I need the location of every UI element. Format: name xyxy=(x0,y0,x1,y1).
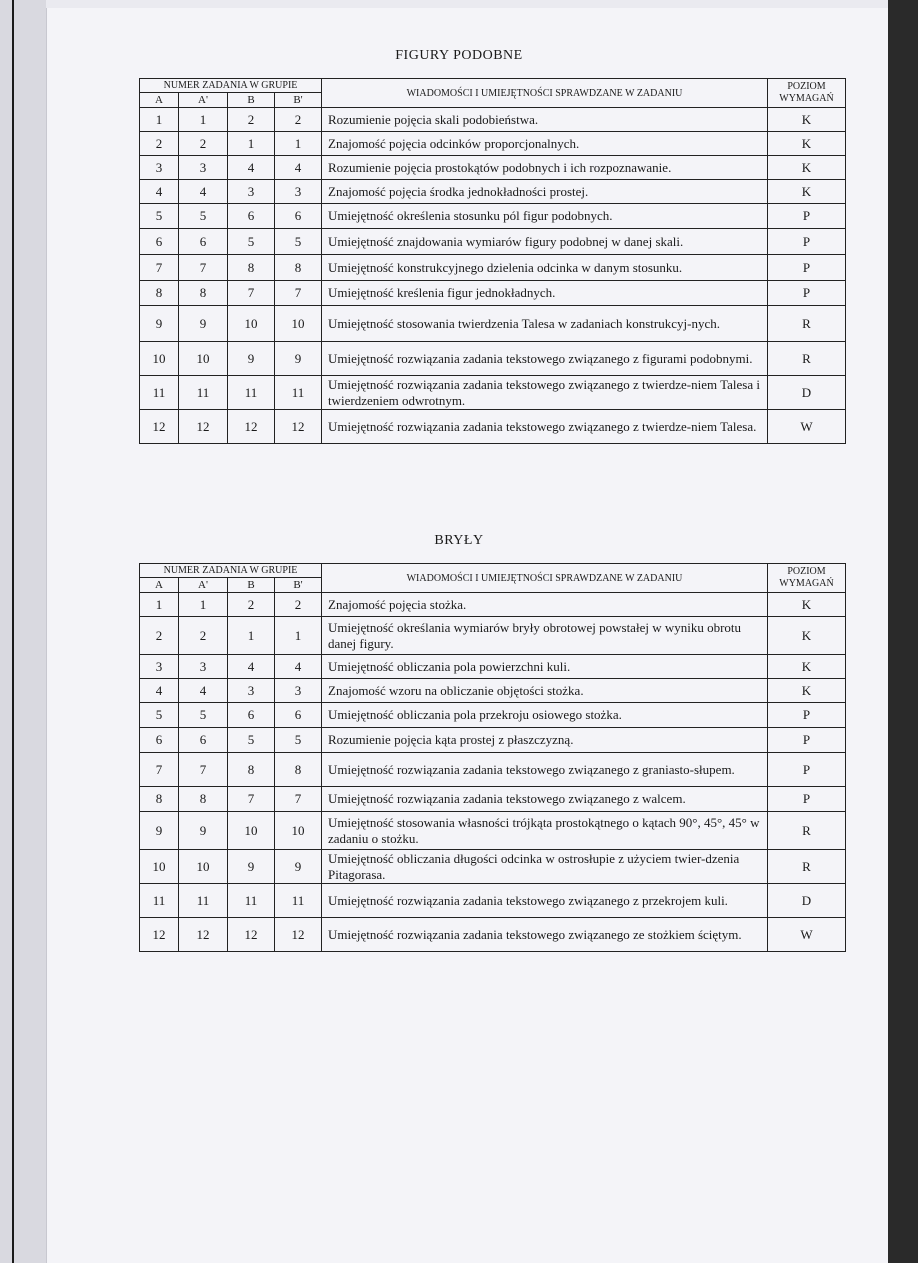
cell-group-b: 11 xyxy=(228,376,275,410)
cell-group-a: 3 xyxy=(140,655,179,679)
section-title-figury: FIGURY PODOBNE xyxy=(395,48,523,63)
cell-group-a: 1 xyxy=(140,108,179,132)
cell-description: Umiejętność obliczania długości odcinka w ostrosłupie z użyciem twier-dzenia Pitagorasa. xyxy=(322,850,768,884)
cell-group-a1: 4 xyxy=(179,679,228,703)
cell-group-b: 7 xyxy=(228,787,275,812)
cell-level: K xyxy=(768,108,846,132)
cell-description: Umiejętność rozwiązania zadania tekstowego związanego z figurami podobnymi. xyxy=(322,342,768,376)
table-row xyxy=(140,108,846,132)
table-figury-podobne xyxy=(139,78,846,444)
cell-group-a1: 2 xyxy=(179,617,228,655)
cell-group-a1: 5 xyxy=(179,703,228,728)
cell-group-a: 12 xyxy=(140,410,179,444)
cell-description: Umiejętność obliczania pola przekroju osiowego stożka. xyxy=(322,703,768,728)
cell-level: K xyxy=(768,156,846,180)
cell-group-b1: 5 xyxy=(275,229,322,255)
table-row xyxy=(140,132,846,156)
cell-group-a1: 11 xyxy=(179,884,228,918)
cell-group-b: 11 xyxy=(228,884,275,918)
cell-group-a1: 9 xyxy=(179,306,228,342)
cell-level: K xyxy=(768,180,846,204)
cell-group-b1: 7 xyxy=(275,787,322,812)
cell-level: K xyxy=(768,655,846,679)
cell-level: R xyxy=(768,812,846,850)
cell-group-b: 8 xyxy=(228,753,275,787)
cell-description: Umiejętność konstrukcyjnego dzielenia odcinka w danym stosunku. xyxy=(322,255,768,281)
cell-level: W xyxy=(768,918,846,952)
cell-level: K xyxy=(768,617,846,655)
cell-group-a1: 10 xyxy=(179,850,228,884)
cell-group-a1: 4 xyxy=(179,180,228,204)
cell-group-b1: 6 xyxy=(275,204,322,229)
header-level-line1: POZIOM xyxy=(787,565,826,577)
cell-group-a: 5 xyxy=(140,703,179,728)
cell-group-b1: 10 xyxy=(275,306,322,342)
cell-group-a: 7 xyxy=(140,753,179,787)
cell-level: P xyxy=(768,787,846,812)
cell-group-b: 10 xyxy=(228,812,275,850)
cell-group-b: 12 xyxy=(228,410,275,444)
cell-group-a1: 8 xyxy=(179,787,228,812)
cell-description: Znajomość pojęcia odcinków proporcjonalnych. xyxy=(322,132,768,156)
cell-group-a: 8 xyxy=(140,281,179,306)
cell-group-a1: 8 xyxy=(179,281,228,306)
cell-level: D xyxy=(768,884,846,918)
cell-group-b: 7 xyxy=(228,281,275,306)
header-level xyxy=(768,79,846,108)
table-row xyxy=(140,281,846,306)
cell-group-b1: 11 xyxy=(275,884,322,918)
table-row xyxy=(140,376,846,410)
cell-group-a1: 6 xyxy=(179,728,228,753)
cell-group-b1: 10 xyxy=(275,812,322,850)
cell-group-b: 8 xyxy=(228,255,275,281)
cell-group-b: 9 xyxy=(228,850,275,884)
cell-level: P xyxy=(768,728,846,753)
cell-group-b1: 8 xyxy=(275,255,322,281)
cell-group-a: 2 xyxy=(140,617,179,655)
cell-group-b: 6 xyxy=(228,204,275,229)
cell-group-a1: 1 xyxy=(179,593,228,617)
cell-group-b: 9 xyxy=(228,342,275,376)
header-col-a: A xyxy=(140,93,179,108)
header-level-line2: WYMAGAŃ xyxy=(779,93,834,104)
cell-group-a: 4 xyxy=(140,180,179,204)
cell-group-a: 11 xyxy=(140,884,179,918)
cell-group-b1: 3 xyxy=(275,679,322,703)
table-row xyxy=(140,703,846,728)
table-row xyxy=(140,884,846,918)
table-row xyxy=(140,204,846,229)
cell-group-b: 10 xyxy=(228,306,275,342)
cell-group-a: 8 xyxy=(140,787,179,812)
header-description: WIADOMOŚCI I UMIEJĘTNOŚCI SPRAWDZANE W ZADANIU xyxy=(322,79,768,108)
table-row xyxy=(140,728,846,753)
cell-group-a: 11 xyxy=(140,376,179,410)
cell-level: P xyxy=(768,703,846,728)
cell-group-a: 6 xyxy=(140,728,179,753)
cell-group-a: 5 xyxy=(140,204,179,229)
cell-level: D xyxy=(768,376,846,410)
cell-group-a1: 7 xyxy=(179,753,228,787)
cell-description: Umiejętność rozwiązania zadania tekstowego związanego ze stożkiem ściętym. xyxy=(322,918,768,952)
header-level-line2: WYMAGAŃ xyxy=(779,578,834,589)
table-row xyxy=(140,812,846,850)
cell-level: P xyxy=(768,204,846,229)
table-body-figury xyxy=(140,108,846,444)
cell-level: R xyxy=(768,850,846,884)
cell-group-a1: 9 xyxy=(179,812,228,850)
cell-group-a: 9 xyxy=(140,812,179,850)
cell-group-a: 10 xyxy=(140,850,179,884)
cell-group-b: 5 xyxy=(228,728,275,753)
header-col-b: B xyxy=(228,578,275,593)
cell-description: Umiejętność stosowania własności trójkąta prostokątnego o kątach 90°, 45°, 45° w zadaniu o stożku. xyxy=(322,812,768,850)
cell-group-a1: 10 xyxy=(179,342,228,376)
cell-description: Umiejętność stosowania twierdzenia Talesa w zadaniach konstrukcyj-nych. xyxy=(322,306,768,342)
header-level xyxy=(768,564,846,593)
table-row xyxy=(140,617,846,655)
cell-group-a1: 1 xyxy=(179,108,228,132)
cell-description: Znajomość pojęcia stożka. xyxy=(322,593,768,617)
cell-group-b: 2 xyxy=(228,593,275,617)
table-row xyxy=(140,410,846,444)
header-group-label: NUMER ZADANIA W GRUPIE xyxy=(140,79,322,93)
cell-group-b1: 5 xyxy=(275,728,322,753)
cell-group-a1: 12 xyxy=(179,410,228,444)
top-strip xyxy=(46,0,888,8)
right-shadow-strip xyxy=(888,0,918,1263)
cell-group-b1: 1 xyxy=(275,132,322,156)
header-col-b: B xyxy=(228,93,275,108)
header-level-line1: POZIOM xyxy=(787,80,826,92)
table-row xyxy=(140,229,846,255)
cell-description: Umiejętność określania wymiarów bryły obrotowej powstałej w wyniku obrotu danej figury. xyxy=(322,617,768,655)
cell-description: Umiejętność znajdowania wymiarów figury podobnej w danej skali. xyxy=(322,229,768,255)
table-body-bryly xyxy=(140,593,846,952)
table-row xyxy=(140,679,846,703)
cell-group-b: 4 xyxy=(228,655,275,679)
cell-group-b: 12 xyxy=(228,918,275,952)
cell-group-b: 3 xyxy=(228,180,275,204)
table-row xyxy=(140,342,846,376)
cell-group-a1: 5 xyxy=(179,204,228,229)
header-description: WIADOMOŚCI I UMIEJĘTNOŚCI SPRAWDZANE W ZADANIU xyxy=(322,564,768,593)
cell-group-b: 5 xyxy=(228,229,275,255)
page-edge-line xyxy=(12,0,14,1263)
cell-description: Umiejętność obliczania pola powierzchni kuli. xyxy=(322,655,768,679)
cell-group-a1: 11 xyxy=(179,376,228,410)
cell-group-a1: 3 xyxy=(179,156,228,180)
header-col-a: A xyxy=(140,578,179,593)
cell-group-a: 10 xyxy=(140,342,179,376)
cell-group-b1: 12 xyxy=(275,918,322,952)
table-row xyxy=(140,655,846,679)
cell-group-a: 4 xyxy=(140,679,179,703)
cell-description: Umiejętność rozwiązania zadania tekstowego związanego z przekrojem kuli. xyxy=(322,884,768,918)
cell-group-b: 1 xyxy=(228,132,275,156)
cell-group-b1: 12 xyxy=(275,410,322,444)
table-row xyxy=(140,180,846,204)
cell-group-b1: 9 xyxy=(275,850,322,884)
cell-group-a: 7 xyxy=(140,255,179,281)
cell-description: Rozumienie pojęcia kąta prostej z płaszczyzną. xyxy=(322,728,768,753)
cell-level: K xyxy=(768,132,846,156)
cell-group-b1: 4 xyxy=(275,655,322,679)
cell-group-b1: 2 xyxy=(275,593,322,617)
cell-group-b1: 6 xyxy=(275,703,322,728)
page-edge-left xyxy=(0,0,46,1263)
cell-description: Znajomość wzoru na obliczanie objętości stożka. xyxy=(322,679,768,703)
cell-level: P xyxy=(768,753,846,787)
table-row xyxy=(140,850,846,884)
cell-group-a: 9 xyxy=(140,306,179,342)
cell-group-a: 12 xyxy=(140,918,179,952)
cell-level: P xyxy=(768,281,846,306)
cell-description: Umiejętność rozwiązania zadania tekstowego związanego z graniasto-słupem. xyxy=(322,753,768,787)
cell-group-a: 2 xyxy=(140,132,179,156)
cell-description: Umiejętność kreślenia figur jednokładnych. xyxy=(322,281,768,306)
cell-level: K xyxy=(768,593,846,617)
cell-group-a1: 6 xyxy=(179,229,228,255)
header-col-a1: A' xyxy=(179,93,228,108)
table-row xyxy=(140,787,846,812)
cell-group-a: 3 xyxy=(140,156,179,180)
cell-group-a: 1 xyxy=(140,593,179,617)
cell-description: Rozumienie pojęcia skali podobieństwa. xyxy=(322,108,768,132)
table-row xyxy=(140,156,846,180)
cell-group-a1: 12 xyxy=(179,918,228,952)
cell-level: P xyxy=(768,255,846,281)
cell-level: P xyxy=(768,229,846,255)
cell-group-b: 4 xyxy=(228,156,275,180)
cell-group-a1: 7 xyxy=(179,255,228,281)
cell-description: Umiejętność rozwiązania zadania tekstowego związanego z twierdze-niem Talesa. xyxy=(322,410,768,444)
cell-group-a: 6 xyxy=(140,229,179,255)
section-title-bryly: BRYŁY xyxy=(434,533,484,548)
cell-group-b1: 8 xyxy=(275,753,322,787)
cell-group-b1: 1 xyxy=(275,617,322,655)
table-row xyxy=(140,306,846,342)
cell-description: Rozumienie pojęcia prostokątów podobnych i ich rozpoznawanie. xyxy=(322,156,768,180)
table-row xyxy=(140,593,846,617)
cell-level: W xyxy=(768,410,846,444)
table-row xyxy=(140,255,846,281)
cell-group-b: 3 xyxy=(228,679,275,703)
cell-level: K xyxy=(768,679,846,703)
cell-description: Umiejętność określenia stosunku pól figur podobnych. xyxy=(322,204,768,229)
table-row xyxy=(140,753,846,787)
cell-group-a1: 3 xyxy=(179,655,228,679)
cell-level: R xyxy=(768,306,846,342)
cell-group-b1: 3 xyxy=(275,180,322,204)
header-col-a1: A' xyxy=(179,578,228,593)
header-col-b1: B' xyxy=(275,578,322,593)
table-row xyxy=(140,918,846,952)
cell-group-b: 1 xyxy=(228,617,275,655)
cell-group-b1: 11 xyxy=(275,376,322,410)
cell-group-b1: 2 xyxy=(275,108,322,132)
cell-level: R xyxy=(768,342,846,376)
cell-group-b: 6 xyxy=(228,703,275,728)
cell-description: Znajomość pojęcia środka jednokładności prostej. xyxy=(322,180,768,204)
cell-description: Umiejętność rozwiązania zadania tekstowego związanego z walcem. xyxy=(322,787,768,812)
cell-description: Umiejętność rozwiązania zadania tekstowego związanego z twierdze-niem Talesa i twierdzeniem odwrotnym. xyxy=(322,376,768,410)
cell-group-b1: 9 xyxy=(275,342,322,376)
cell-group-b: 2 xyxy=(228,108,275,132)
header-group-label: NUMER ZADANIA W GRUPIE xyxy=(140,564,322,578)
header-col-b1: B' xyxy=(275,93,322,108)
cell-group-a1: 2 xyxy=(179,132,228,156)
cell-group-b1: 7 xyxy=(275,281,322,306)
cell-group-b1: 4 xyxy=(275,156,322,180)
table-bryly xyxy=(139,563,846,952)
